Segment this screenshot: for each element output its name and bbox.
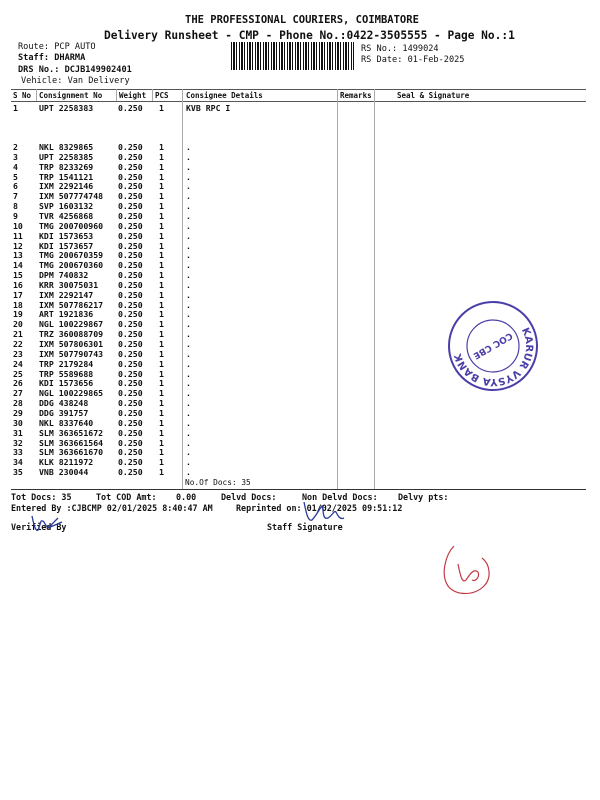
col-divider <box>36 89 37 101</box>
row-weight: 0.250 <box>118 230 143 241</box>
row-weight: 0.250 <box>118 289 143 300</box>
table-row <box>0 142 600 152</box>
row-sno: 1 <box>13 103 18 113</box>
row-pcs: 1 <box>159 151 164 162</box>
seal-inner-text: COC CBE <box>471 329 514 361</box>
drs-number: DRS No.: DCJB149902401 <box>18 65 132 75</box>
row-consignment-no: IXM 2292146 <box>39 181 94 192</box>
table-row <box>0 447 600 457</box>
row-pcs: 1 <box>159 457 164 468</box>
row-pcs: 1 <box>159 358 164 369</box>
row-weight: 0.250 <box>118 103 143 113</box>
table-row <box>0 211 600 221</box>
row-weight: 0.250 <box>118 388 143 399</box>
row-consignment-no: ART 1921836 <box>39 309 94 320</box>
row-consignee: . <box>186 319 191 330</box>
row-sno: 21 <box>13 329 23 340</box>
row-sno: 12 <box>13 240 23 251</box>
row-weight: 0.250 <box>118 201 143 212</box>
table-row <box>0 152 600 162</box>
delivery-points: Delvy pts: <box>398 492 449 502</box>
row-weight: 0.250 <box>118 329 143 340</box>
row-consignment-no: SLM 363661564 <box>39 437 104 448</box>
row-sno: 6 <box>13 181 18 192</box>
row-consignee: . <box>186 289 191 300</box>
row-consignee: . <box>186 260 191 271</box>
table-row <box>0 438 600 448</box>
barcode <box>231 42 354 70</box>
row-pcs: 1 <box>159 103 164 113</box>
table-row <box>0 191 600 201</box>
table-row <box>0 398 600 408</box>
row-consignment-no: TRP 2179284 <box>39 358 94 369</box>
row-weight: 0.250 <box>118 378 143 389</box>
row-consignee: . <box>186 250 191 261</box>
table-row <box>0 172 600 182</box>
row-consignee: . <box>186 240 191 251</box>
row-consignee: . <box>186 417 191 428</box>
row-sno: 5 <box>13 171 18 182</box>
row-sno: 29 <box>13 407 23 418</box>
row-pcs: 1 <box>159 161 164 172</box>
row-pcs: 1 <box>159 299 164 310</box>
row-pcs: 1 <box>159 270 164 281</box>
row-consignee: . <box>186 368 191 379</box>
row-consignment-no: IXM 507790743 <box>39 348 104 359</box>
col-header-weight: Weight <box>119 91 147 100</box>
row-consignment-no: IXM 2292147 <box>39 289 94 300</box>
row-pcs: 1 <box>159 250 164 261</box>
row-weight: 0.250 <box>118 398 143 409</box>
staff-signature-label: Staff Signature <box>267 522 343 532</box>
row-weight: 0.250 <box>118 309 143 320</box>
verifier-signature <box>28 512 68 536</box>
row-consignment-no: KLK 8211972 <box>39 457 94 468</box>
row-consignment-no: DDG 438248 <box>39 398 89 409</box>
table-row <box>0 250 600 260</box>
row-consignment-no: KDI 1573657 <box>39 240 94 251</box>
row-pcs: 1 <box>159 181 164 192</box>
row-consignee: . <box>186 339 191 349</box>
row-weight: 0.250 <box>118 161 143 172</box>
row-sno: 17 <box>13 289 23 300</box>
row-pcs: 1 <box>159 427 164 438</box>
table-row <box>0 408 600 418</box>
row-weight: 0.250 <box>118 447 143 458</box>
row-weight: 0.250 <box>118 339 143 349</box>
row-weight: 0.250 <box>118 270 143 281</box>
table-header-rule <box>11 101 586 102</box>
row-consignee: . <box>186 348 191 359</box>
row-consignment-no: IXM 507786217 <box>39 299 104 310</box>
row-sno: 25 <box>13 368 23 379</box>
row-sno: 33 <box>13 447 23 458</box>
row-pcs: 1 <box>159 210 164 221</box>
row-weight: 0.250 <box>118 358 143 369</box>
row-sno: 35 <box>13 467 23 478</box>
runsheet-subtitle: Delivery Runsheet - CMP - Phone No.:0422-3505555 - Page No.:1 <box>104 29 515 42</box>
row-sno: 18 <box>13 299 23 310</box>
rs-number: RS No.: 1499024 <box>361 44 439 54</box>
total-docs: Tot Docs: 35 <box>11 492 72 502</box>
entered-by: Entered By :CJBCMP 02/01/2025 8:40:47 AM <box>11 503 213 513</box>
row-consignment-no: KRR 30075031 <box>39 279 99 290</box>
row-consignee: . <box>186 427 191 438</box>
table-row <box>0 260 600 270</box>
row-consignee: . <box>186 388 191 399</box>
col-header-consignment: Consignment No <box>39 91 103 100</box>
col-divider <box>152 89 153 101</box>
row-consignee: . <box>186 151 191 162</box>
row-pcs: 1 <box>159 279 164 290</box>
row-sno: 9 <box>13 210 18 221</box>
row-weight: 0.250 <box>118 171 143 182</box>
row-pcs: 1 <box>159 171 164 182</box>
row-pcs: 1 <box>159 309 164 320</box>
row-consignee: . <box>186 201 191 212</box>
col-header-pcs: PCS <box>155 91 169 100</box>
row-sno: 30 <box>13 417 23 428</box>
row-consignment-no: NKL 8329865 <box>39 142 94 152</box>
company-title: THE PROFESSIONAL COURIERS, COIMBATORE <box>185 14 419 26</box>
table-row <box>0 231 600 241</box>
row-sno: 8 <box>13 201 18 212</box>
row-weight: 0.250 <box>118 240 143 251</box>
row-pcs: 1 <box>159 201 164 212</box>
row-pcs: 1 <box>159 368 164 379</box>
row-consignee: . <box>186 407 191 418</box>
row-pcs: 1 <box>159 230 164 241</box>
row-pcs: 1 <box>159 417 164 428</box>
row-weight: 0.250 <box>118 348 143 359</box>
row-pcs: 1 <box>159 260 164 271</box>
row-sno: 7 <box>13 191 18 202</box>
row-consignment-no: TMG 200700960 <box>39 220 104 231</box>
table-row <box>0 280 600 290</box>
row-pcs: 1 <box>159 240 164 251</box>
receiver-signature <box>430 540 502 602</box>
table-row <box>0 457 600 467</box>
row-consignment-no: DPM 740832 <box>39 270 89 281</box>
row-pcs: 1 <box>159 407 164 418</box>
table-row <box>0 428 600 438</box>
row-consignment-no: DDG 391757 <box>39 407 89 418</box>
row-weight: 0.250 <box>118 417 143 428</box>
row-sno: 27 <box>13 388 23 399</box>
row-consignee: . <box>186 467 191 478</box>
row-weight: 0.250 <box>118 368 143 379</box>
row-consignee: . <box>186 329 191 340</box>
table-row <box>0 201 600 211</box>
row-consignment-no: TRP 5589688 <box>39 368 94 379</box>
row-consignee: . <box>186 161 191 172</box>
row-consignee: . <box>186 270 191 281</box>
total-cod-label: Tot COD Amt: <box>96 492 157 502</box>
row-consignee: . <box>186 358 191 369</box>
row-consignment-no: NGL 100229865 <box>39 388 104 399</box>
table-top-rule <box>11 89 586 90</box>
row-pcs: 1 <box>159 437 164 448</box>
row-consignment-no: TMG 200670360 <box>39 260 104 271</box>
row-consignee: . <box>186 309 191 320</box>
row-consignee: . <box>186 398 191 409</box>
row-sno: 23 <box>13 348 23 359</box>
row-pcs: 1 <box>159 467 164 478</box>
row-weight: 0.250 <box>118 181 143 192</box>
vehicle-label: Vehicle: Van Delivery <box>21 76 130 86</box>
row-consignment-no: IXM 507774748 <box>39 191 104 202</box>
row-pcs: 1 <box>159 378 164 389</box>
row-weight: 0.250 <box>118 220 143 231</box>
row-pcs: 1 <box>159 319 164 330</box>
row-consignment-no: NKL 8337640 <box>39 417 94 428</box>
row-weight: 0.250 <box>118 279 143 290</box>
row-sno: 3 <box>13 151 18 162</box>
row-pcs: 1 <box>159 398 164 409</box>
bank-seal-stamp <box>446 299 540 393</box>
row-sno: 31 <box>13 427 23 438</box>
total-cod-value: 0.00 <box>176 492 197 502</box>
row-sno: 11 <box>13 230 23 241</box>
row-consignee: . <box>186 220 191 231</box>
row-sno: 26 <box>13 378 23 389</box>
col-header-consignee: Consignee Details <box>186 91 263 100</box>
row-sno: 16 <box>13 279 23 290</box>
row-consignee: . <box>186 279 191 290</box>
col-header-sno: S No <box>13 91 32 100</box>
row-pcs: 1 <box>159 388 164 399</box>
row-weight: 0.250 <box>118 319 143 330</box>
row-weight: 0.250 <box>118 191 143 202</box>
row-weight: 0.250 <box>118 210 143 221</box>
row-consignment-no: TRP 1541121 <box>39 171 94 182</box>
row-consignment-no: KDI 1573656 <box>39 378 94 389</box>
row-weight: 0.250 <box>118 151 143 162</box>
table-row <box>0 162 600 172</box>
row-consignment-no: SLM 363651672 <box>39 427 104 438</box>
no-of-docs: No.Of Docs: 35 <box>185 478 251 487</box>
row-consignment-no: TVR 4256868 <box>39 210 94 221</box>
table-row <box>0 221 600 231</box>
table-row <box>0 467 600 477</box>
row-consignment-no: IXM 507806301 <box>39 339 104 349</box>
row-weight: 0.250 <box>118 457 143 468</box>
row-pcs: 1 <box>159 329 164 340</box>
row-sno: 14 <box>13 260 23 271</box>
row-consignee: KVB RPC I <box>186 103 231 113</box>
row-weight: 0.250 <box>118 142 143 152</box>
row-consignment-no: NGL 100229867 <box>39 319 104 330</box>
route-label: Route: PCP AUTO <box>18 42 96 52</box>
row-consignee: . <box>186 171 191 182</box>
row-sno: 4 <box>13 161 18 172</box>
rs-date: RS Date: 01-Feb-2025 <box>361 55 465 65</box>
row-consignee: . <box>186 181 191 192</box>
reprinted-on: Reprinted on: 01/02/2025 09:51:12 <box>236 503 403 513</box>
row-weight: 0.250 <box>118 467 143 478</box>
row-sno: 10 <box>13 220 23 231</box>
table-row <box>0 241 600 251</box>
row-consignment-no: KDI 1573653 <box>39 230 94 241</box>
row-consignment-no: UPT 2258383 <box>39 103 94 113</box>
row-pcs: 1 <box>159 348 164 359</box>
row-consignment-no: SVP 1603132 <box>39 201 94 212</box>
verified-by-label: Verified By <box>11 522 67 532</box>
row-pcs: 1 <box>159 191 164 202</box>
row-sno: 24 <box>13 358 23 369</box>
row-sno: 2 <box>13 142 18 152</box>
row-sno: 19 <box>13 309 23 320</box>
row-consignee: . <box>186 457 191 468</box>
table-row <box>0 181 600 191</box>
row-weight: 0.250 <box>118 299 143 310</box>
table-row <box>0 418 600 428</box>
row-consignment-no: TRZ 360088709 <box>39 329 104 340</box>
row-consignment-no: TRP 8233269 <box>39 161 94 172</box>
non-delivered-docs: Non Delvd Docs: <box>302 492 378 502</box>
staff-signature <box>298 498 348 530</box>
col-header-seal: Seal & Signature <box>397 91 470 100</box>
row-consignment-no: UPT 2258385 <box>39 151 94 162</box>
table-row <box>0 103 600 113</box>
col-header-remarks: Remarks <box>340 91 372 100</box>
row-weight: 0.250 <box>118 260 143 271</box>
row-consignee: . <box>186 378 191 389</box>
row-sno: 34 <box>13 457 23 468</box>
row-consignment-no: VNB 230044 <box>39 467 89 478</box>
row-pcs: 1 <box>159 220 164 231</box>
row-consignee: . <box>186 142 191 152</box>
row-sno: 28 <box>13 398 23 409</box>
row-consignee: . <box>186 191 191 202</box>
row-consignee: . <box>186 299 191 310</box>
row-sno: 22 <box>13 339 23 349</box>
seal-bank-name: KARUR VYSYA BANK <box>452 326 535 388</box>
row-pcs: 1 <box>159 142 164 152</box>
table-row <box>0 270 600 280</box>
delivered-docs: Delvd Docs: <box>221 492 277 502</box>
row-sno: 32 <box>13 437 23 448</box>
row-consignee: . <box>186 437 191 448</box>
row-pcs: 1 <box>159 289 164 300</box>
row-weight: 0.250 <box>118 427 143 438</box>
row-sno: 13 <box>13 250 23 261</box>
row-consignment-no: TMG 200670359 <box>39 250 104 261</box>
row-weight: 0.250 <box>118 250 143 261</box>
row-sno: 20 <box>13 319 23 330</box>
row-pcs: 1 <box>159 339 164 349</box>
row-sno: 15 <box>13 270 23 281</box>
table-bottom-rule <box>11 489 586 490</box>
row-consignment-no: SLM 363661670 <box>39 447 104 458</box>
col-divider <box>116 89 117 101</box>
row-pcs: 1 <box>159 447 164 458</box>
staff-label: Staff: DHARMA <box>18 53 86 63</box>
row-consignee: . <box>186 210 191 221</box>
row-weight: 0.250 <box>118 407 143 418</box>
row-weight: 0.250 <box>118 437 143 448</box>
row-consignee: . <box>186 230 191 241</box>
svg-text:KARUR VYSYA BANK <box>451 314 540 393</box>
row-consignee: . <box>186 447 191 458</box>
